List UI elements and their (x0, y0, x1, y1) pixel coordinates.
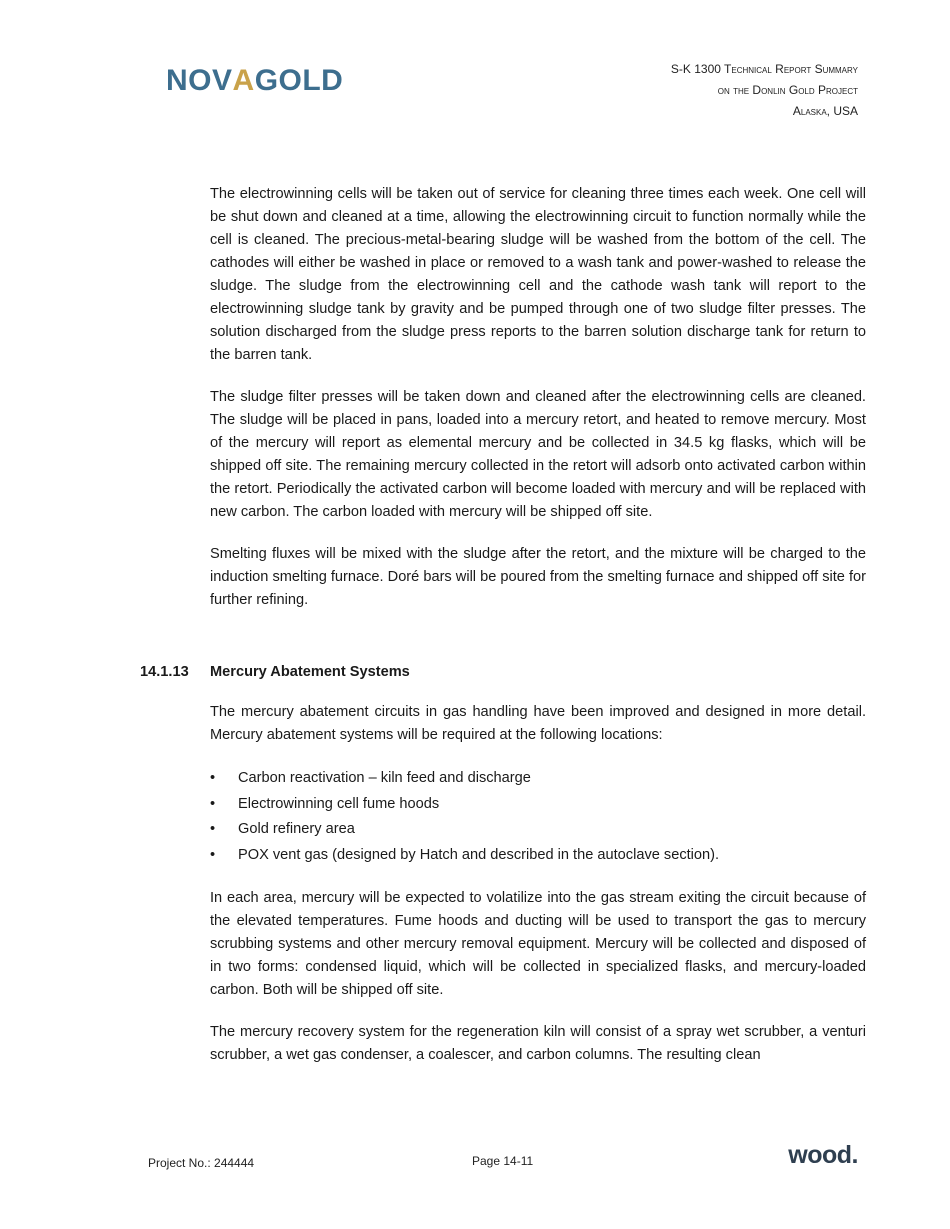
novagold-logo (166, 64, 343, 98)
bullet-icon: • (210, 846, 216, 863)
list-item-text: Gold refinery area (238, 821, 355, 837)
bullet-icon: • (210, 795, 216, 812)
report-header (671, 59, 858, 122)
paragraph: The electrowinning cells will be taken out of service for cleaning three times each week. One cell will be shut down and cleaned at a time, allowing the electrowinning circuit to function normally while the cell is cleaned. The precious-metal-bearing sludge will be washed from the bottom of the cell. The cathodes will either be washed in place or removed to a wash tank and power-washed to release the sludge. The sludge from the electrowinning cell and the cathode wash tank will report to the electrowinning sludge tank by gravity and be pumped through one of two sludge filter presses. The solution discharged from the sludge press reports to the barren solution discharge tank for return to the barren tank. (210, 186, 866, 363)
project-number: Project No.: 244444 (148, 1156, 255, 1170)
body-text-section (210, 701, 866, 1086)
section-number: 14.1.13 (140, 664, 189, 680)
paragraph: The mercury recovery system for the regeneration kiln will consist of a spray wet scrubber, a venturi scrubber, a wet gas condenser, a coalescer, and carbon columns. The resulting clean (210, 1024, 866, 1063)
page-number: Page 14-11 (472, 1154, 534, 1168)
logo-accent-a: A (232, 64, 255, 97)
list-item-text: POX vent gas (designed by Hatch and described in the autoclave section). (238, 846, 720, 863)
bullet-list (210, 766, 866, 868)
header-line-3: Alaska, USA (792, 104, 858, 118)
section-intro: The mercury abatement circuits in gas handling have been improved and designed in more detail. Mercury abatement systems will be required at the following locations: (210, 704, 866, 743)
list-item (210, 766, 866, 792)
list-item (210, 843, 866, 869)
bullet-icon: • (210, 770, 216, 786)
list-item-text: Electrowinning cell fume hoods (238, 795, 440, 812)
header-line-2: on the Donlin Gold Project (717, 83, 858, 97)
paragraph: Smelting fluxes will be mixed with the sludge after the retort, and the mixture will be charged to the induction smelting furnace. Doré bars will be poured from the smelting furnace and shipped off site for further refining. (210, 546, 866, 608)
wood-logo: wood. (788, 1141, 858, 1169)
paragraph: In each area, mercury will be expected to volatilize into the gas stream exiting the circuit because of the elevated temperatures. Fume hoods and ducting will be used to transport the gas to mercury scrubbing systems and other mercury removal equipment. Mercury will be collected and disposed of in two forms: condensed liquid, which will be collected in specialized flasks, and mercury-loaded carbon. Both will be shipped off site. (210, 890, 866, 998)
section-heading (140, 661, 866, 684)
list-item (210, 792, 866, 818)
list-item (210, 817, 866, 843)
section-title: Mercury Abatement Systems (210, 664, 410, 680)
list-item-text: Carbon reactivation – kiln feed and discharge (238, 770, 531, 786)
paragraph: The sludge filter presses will be taken down and cleaned after the electrowinning cells are cleaned. The sludge will be placed in pans, loaded into a mercury retort, and heated to remove mercury. Most of the mercury will report as elemental mercury and be collected in 34.5 kg flasks, which will be shipped off site. The remaining mercury collected in the retort will adsorb onto activated carbon within the retort. Periodically the activated carbon will become loaded with mercury and will be replaced with new carbon. The carbon loaded with mercury will be shipped off site. (210, 389, 866, 520)
bullet-icon: • (210, 821, 216, 837)
logo-text-part1: NOV (166, 64, 233, 97)
logo-text-part2: GOLD (254, 64, 344, 97)
body-text-top (210, 183, 866, 631)
header-line-1: S-K 1300 Technical Report Summary (670, 62, 858, 76)
